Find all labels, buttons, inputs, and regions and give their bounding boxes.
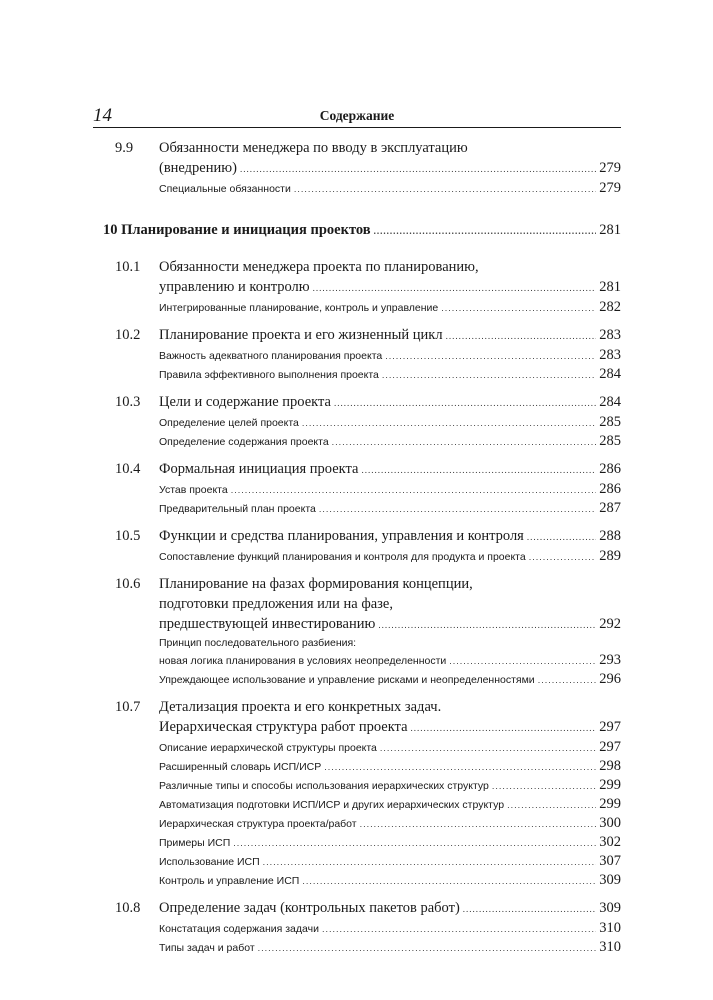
subsection-title: Специальные обязанности bbox=[159, 183, 291, 195]
table-of-contents bbox=[93, 138, 621, 957]
dot-leader bbox=[319, 500, 596, 518]
subsection-page-number: 279 bbox=[599, 180, 621, 196]
toc-section-group bbox=[93, 459, 621, 518]
subsection-page-number: 289 bbox=[599, 548, 621, 564]
section-title-line: Иерархическая структура работ проекта bbox=[159, 719, 408, 735]
section-title-line: Детализация проекта и его конкретных задач. bbox=[159, 699, 442, 715]
toc-section[interactable] bbox=[93, 898, 621, 957]
toc-subsection[interactable] bbox=[159, 938, 621, 957]
subsection-row bbox=[159, 833, 621, 852]
subsection-row bbox=[159, 670, 621, 689]
toc-section[interactable] bbox=[93, 138, 621, 198]
section-title-row bbox=[159, 392, 621, 413]
dot-leader bbox=[538, 671, 597, 689]
toc-section-group bbox=[93, 325, 621, 384]
toc-subsection[interactable] bbox=[159, 432, 621, 451]
subsection-row bbox=[159, 795, 621, 814]
subsection-title: Контроль и управление ИСП bbox=[159, 875, 300, 887]
toc-subsection[interactable] bbox=[159, 919, 621, 938]
subsection-row bbox=[159, 365, 621, 384]
dot-leader bbox=[240, 158, 596, 179]
chapter-heading[interactable] bbox=[93, 220, 621, 241]
subsection-page-number: 285 bbox=[599, 433, 621, 449]
subsection-title: Устав проекта bbox=[159, 484, 228, 496]
dot-leader bbox=[302, 872, 596, 890]
section-number: 10.5 bbox=[115, 528, 141, 544]
dot-leader bbox=[258, 939, 597, 957]
section-title bbox=[159, 392, 621, 413]
dot-leader bbox=[507, 796, 596, 814]
subsection-title: Использование ИСП bbox=[159, 856, 260, 868]
section-title bbox=[159, 325, 621, 346]
section-title-row bbox=[159, 325, 621, 346]
subsection-title: Примеры ИСП bbox=[159, 837, 231, 849]
subsection-title: Различные типы и способы использования иерархических структур bbox=[159, 780, 489, 792]
subsection-page-number: 285 bbox=[599, 414, 621, 430]
dot-leader bbox=[449, 652, 596, 670]
section-page-number: 286 bbox=[599, 461, 621, 477]
subsection-row bbox=[159, 432, 621, 451]
dot-leader bbox=[313, 277, 597, 298]
subsection-row bbox=[159, 499, 621, 518]
subsection-row bbox=[159, 738, 621, 757]
chapter-page-number: 281 bbox=[599, 222, 621, 238]
section-page-number: 297 bbox=[599, 719, 621, 735]
subsection-page-number: 302 bbox=[599, 834, 621, 850]
subsection-row bbox=[159, 757, 621, 776]
dot-leader bbox=[361, 459, 596, 480]
dot-leader bbox=[527, 526, 596, 547]
toc-section-group bbox=[93, 697, 621, 890]
section-title-line: Планирование на фазах формирования концепции, bbox=[159, 576, 473, 592]
subsection-row bbox=[159, 871, 621, 890]
subsection-page-number: 293 bbox=[599, 652, 621, 668]
subsection-title: Типы задач и работ bbox=[159, 942, 255, 954]
toc-subsection[interactable] bbox=[159, 814, 621, 833]
subsection-page-number: 297 bbox=[599, 739, 621, 755]
section-page-number: 288 bbox=[599, 528, 621, 544]
subsection-row bbox=[159, 651, 621, 670]
toc-section-group bbox=[93, 898, 621, 957]
toc-subsection[interactable] bbox=[159, 480, 621, 499]
toc-subsection[interactable] bbox=[159, 547, 621, 566]
dot-leader bbox=[446, 325, 597, 346]
toc-section[interactable] bbox=[93, 325, 621, 384]
subsection-page-number: 296 bbox=[599, 671, 621, 687]
subsection-page-number: 298 bbox=[599, 758, 621, 774]
section-number: 9.9 bbox=[115, 140, 134, 156]
subsection-page-number: 299 bbox=[599, 796, 621, 812]
toc-section[interactable] bbox=[93, 257, 621, 317]
subsection-row bbox=[159, 547, 621, 566]
section-number: 10.7 bbox=[115, 699, 141, 715]
section-title-line: управлению и контролю bbox=[159, 279, 310, 295]
running-title: Содержание bbox=[319, 108, 395, 123]
dot-leader bbox=[492, 777, 596, 795]
section-page-number: 292 bbox=[599, 616, 621, 632]
toc-section-group bbox=[93, 526, 621, 566]
section-title-row bbox=[159, 898, 621, 919]
toc-section-group bbox=[93, 392, 621, 451]
section-page-number: 279 bbox=[599, 160, 621, 176]
subsection-page-number: 287 bbox=[599, 500, 621, 516]
section-title-row bbox=[159, 717, 621, 738]
toc-subsection[interactable] bbox=[159, 365, 621, 384]
toc-subsection[interactable] bbox=[159, 670, 621, 689]
toc-subsection[interactable] bbox=[159, 635, 621, 670]
dot-leader bbox=[382, 366, 596, 384]
section-title bbox=[159, 459, 621, 480]
section-title-row bbox=[159, 526, 621, 547]
dot-leader bbox=[411, 717, 597, 738]
subsection-page-number: 307 bbox=[599, 853, 621, 869]
section-title-row bbox=[159, 158, 621, 179]
section-title-line: Определение задач (контрольных пакетов работ) bbox=[159, 900, 460, 916]
section-title-line: Формальная инициация проекта bbox=[159, 461, 359, 477]
toc-section-group bbox=[93, 574, 621, 689]
section-title-line: предшествующей инвестированию bbox=[159, 616, 376, 632]
subsection-page-number: 283 bbox=[599, 347, 621, 363]
dot-leader bbox=[360, 815, 597, 833]
toc-subsection[interactable] bbox=[159, 852, 621, 871]
toc-subsection[interactable] bbox=[159, 499, 621, 518]
dot-leader bbox=[385, 347, 596, 365]
section-title-line: подготовки предложения или на фазе, bbox=[159, 596, 393, 612]
dot-leader bbox=[324, 758, 596, 776]
section-title bbox=[159, 697, 621, 738]
section-title-row bbox=[159, 277, 621, 298]
subsection-row bbox=[159, 413, 621, 432]
section-number: 10.1 bbox=[115, 259, 141, 275]
subsection-page-number: 284 bbox=[599, 366, 621, 382]
toc-section[interactable] bbox=[93, 697, 621, 890]
section-title-line: Функции и средства планирования, управления и контроля bbox=[159, 528, 524, 544]
section-title-line: Обязанности менеджера проекта по планированию, bbox=[159, 259, 479, 275]
section-title-line: Цели и содержание проекта bbox=[159, 394, 331, 410]
toc-section-group bbox=[93, 138, 621, 198]
subsection-row bbox=[159, 179, 621, 198]
subsection-row bbox=[159, 814, 621, 833]
section-page-number: 284 bbox=[599, 394, 621, 410]
toc-subsection[interactable] bbox=[159, 413, 621, 432]
section-title bbox=[159, 138, 621, 179]
toc-subsection[interactable] bbox=[159, 776, 621, 795]
subsection-title: Определение содержания проекта bbox=[159, 436, 329, 448]
toc-section[interactable] bbox=[93, 526, 621, 566]
dot-leader bbox=[263, 853, 597, 871]
subsection-row bbox=[159, 776, 621, 795]
toc-section[interactable] bbox=[93, 574, 621, 689]
spacer bbox=[93, 241, 621, 257]
subsection-title: Упреждающее использование и управление рисками и неопределенностями bbox=[159, 674, 535, 686]
subsection-row bbox=[159, 852, 621, 871]
dot-leader bbox=[380, 739, 596, 757]
running-header bbox=[93, 105, 621, 128]
dot-leader bbox=[322, 920, 596, 938]
toc-section[interactable] bbox=[93, 459, 621, 518]
subsection-title: Сопоставление функций планирования и контроля для продукта и проекта bbox=[159, 551, 526, 563]
subsection-title: Расширенный словарь ИСП/ИСР bbox=[159, 761, 322, 773]
subsection-row bbox=[159, 346, 621, 365]
section-title-line: (внедрению) bbox=[159, 160, 237, 176]
dot-leader bbox=[334, 392, 596, 413]
subsection-title: Описание иерархической структуры проекта bbox=[159, 742, 377, 754]
dot-leader bbox=[332, 433, 597, 451]
toc-subsection[interactable] bbox=[159, 179, 621, 198]
toc-subsection[interactable] bbox=[159, 738, 621, 757]
dot-leader bbox=[374, 220, 597, 241]
toc-subsection[interactable] bbox=[159, 795, 621, 814]
section-number: 10.2 bbox=[115, 327, 141, 343]
section-title bbox=[159, 257, 621, 298]
subsection-page-number: 310 bbox=[599, 939, 621, 955]
dot-leader bbox=[231, 481, 597, 499]
toc-subsection[interactable] bbox=[159, 833, 621, 852]
section-title bbox=[159, 574, 621, 635]
subsection-row bbox=[159, 298, 621, 317]
dot-leader bbox=[378, 614, 596, 635]
section-page-number: 283 bbox=[599, 327, 621, 343]
subsection-title: Интегрированные планирование, контроль и управление bbox=[159, 302, 439, 314]
toc-section[interactable] bbox=[93, 392, 621, 451]
subsection-title: Правила эффективного выполнения проекта bbox=[159, 369, 379, 381]
subsection-page-number: 282 bbox=[599, 299, 621, 315]
section-title bbox=[159, 526, 621, 547]
subsection-page-number: 286 bbox=[599, 481, 621, 497]
subsection-title: Предварительный план проекта bbox=[159, 503, 316, 515]
dot-leader bbox=[294, 180, 596, 198]
subsection-page-number: 309 bbox=[599, 872, 621, 888]
dot-leader bbox=[463, 898, 596, 919]
subsection-row bbox=[159, 938, 621, 957]
toc-subsection[interactable] bbox=[159, 871, 621, 890]
subsection-title: Важность адекватного планирования проекта bbox=[159, 350, 383, 362]
subsection-title: Определение целей проекта bbox=[159, 417, 299, 429]
dot-leader bbox=[233, 834, 596, 852]
section-title-row bbox=[159, 459, 621, 480]
dot-leader bbox=[529, 548, 597, 566]
subsection-title-prefix: Принцип последовательного разбиения: bbox=[159, 637, 357, 649]
section-page-number: 309 bbox=[599, 900, 621, 916]
section-number: 10.3 bbox=[115, 394, 141, 410]
toc-subsection[interactable] bbox=[159, 346, 621, 365]
toc-subsection[interactable] bbox=[159, 757, 621, 776]
subsection-page-number: 299 bbox=[599, 777, 621, 793]
section-title bbox=[159, 898, 621, 919]
section-page-number: 281 bbox=[599, 279, 621, 295]
subsection-row bbox=[159, 480, 621, 499]
subsection-title: Иерархическая структура проекта/работ bbox=[159, 818, 357, 830]
subsection-title: Автоматизация подготовки ИСП/ИСР и других иерархических структур bbox=[159, 799, 505, 811]
page-number: 14 bbox=[93, 105, 112, 126]
dot-leader bbox=[441, 299, 596, 317]
subsection-title: Констатация содержания задачи bbox=[159, 923, 319, 935]
subsection-page-number: 300 bbox=[599, 815, 621, 831]
section-title-row bbox=[159, 614, 621, 635]
toc-subsection[interactable] bbox=[159, 298, 621, 317]
section-number: 10.4 bbox=[115, 461, 141, 477]
subsection-page-number: 310 bbox=[599, 920, 621, 936]
chapter-title: 10 Планирование и инициация проектов bbox=[103, 222, 371, 238]
toc-section-group bbox=[93, 257, 621, 317]
section-title-line: Планирование проекта и его жизненный цикл bbox=[159, 327, 443, 343]
section-number: 10.8 bbox=[115, 900, 141, 916]
section-title-line: Обязанности менеджера по вводу в эксплуатацию bbox=[159, 140, 468, 156]
subsection-title: новая логика планирования в условиях неопределенности bbox=[159, 655, 447, 667]
dot-leader bbox=[302, 414, 596, 432]
subsection-row bbox=[159, 919, 621, 938]
section-number: 10.6 bbox=[115, 576, 141, 592]
